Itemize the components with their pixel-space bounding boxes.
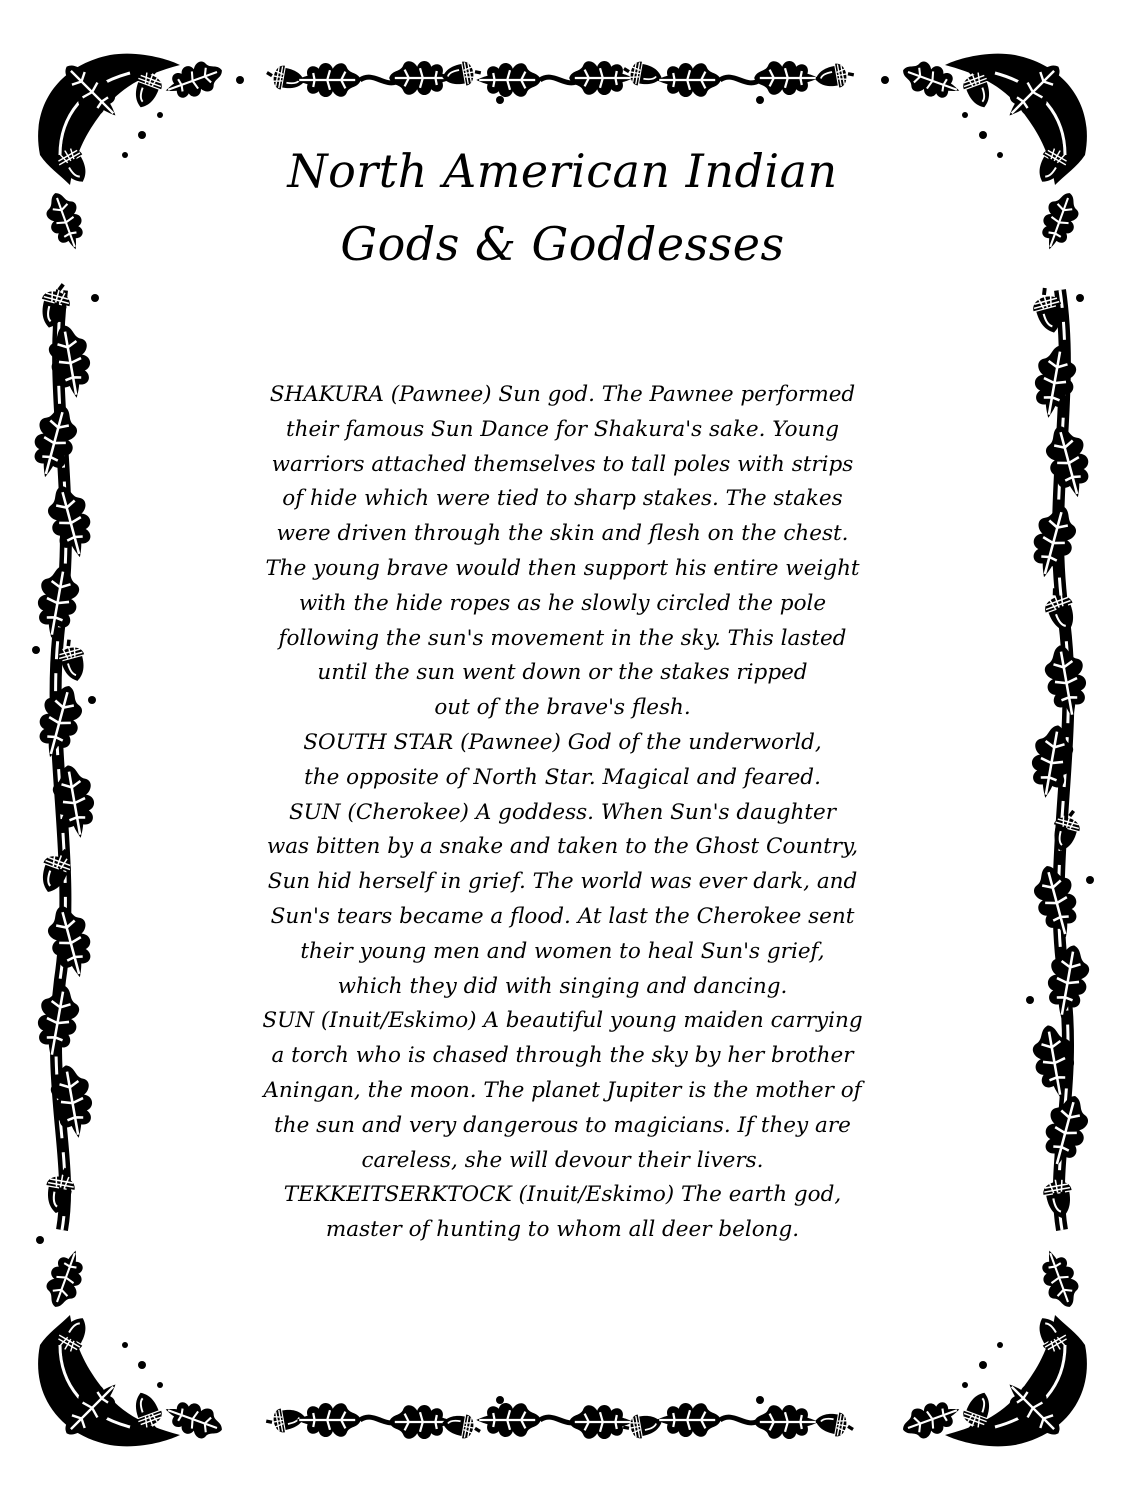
- bottom-border: [38, 1245, 1087, 1446]
- text-line: the opposite of North Star. Magical and feared.: [304, 764, 821, 790]
- text-line: Sun hid herself in grief. The world was ever dark, and: [267, 869, 858, 895]
- text-line: SUN (Cherokee) A goddess. When Sun's daughter: [288, 799, 837, 825]
- text-line: the sun and very dangerous to magicians. If they are: [274, 1112, 851, 1138]
- text-line: of hide which were tied to sharp stakes. The stakes: [282, 486, 843, 512]
- page-title-line-1: North American Indian: [287, 144, 838, 198]
- text-line: following the sun's movement in the sky. This lasted: [278, 625, 847, 651]
- page-title-line-2: Gods & Goddesses: [340, 217, 785, 271]
- text-line: a torch who is chased through the sky by her brother: [271, 1043, 854, 1069]
- text-line: careless, she will devour their livers.: [361, 1147, 764, 1173]
- text-line: their young men and women to heal Sun's grief,: [300, 938, 825, 964]
- text-line: SOUTH STAR (Pawnee) God of the underworld,: [303, 729, 822, 755]
- right-border: [1025, 285, 1096, 1230]
- left-border: [26, 280, 99, 1244]
- text-line: SUN (Inuit/Eskimo) A beautiful young maiden carrying: [262, 1008, 863, 1034]
- text-line: were driven through the skin and flesh on the chest.: [276, 521, 849, 547]
- text-line: Sun's tears became a flood. At last the Cherokee sent: [270, 903, 855, 929]
- text-line: SHAKURA (Pawnee) Sun god. The Pawnee performed: [269, 382, 856, 407]
- text-line: out of the brave's flesh.: [434, 695, 691, 721]
- text-line: until the sun went down or the stakes ripped: [317, 660, 808, 686]
- text-line: master of hunting to whom all deer belong.: [325, 1217, 800, 1243]
- body-text: [190, 378, 935, 1248]
- text-line: was bitten by a snake and taken to the Ghost Country,: [266, 834, 859, 860]
- text-line: TEKKEITSERKTOCK (Inuit/Eskimo) The earth god,: [283, 1182, 842, 1208]
- text-line: The young brave would then support his entire weight: [265, 555, 860, 581]
- text-line: Aningan, the moon. The planet Jupiter is the mother of: [263, 1077, 862, 1103]
- text-line: which they did with singing and dancing.: [337, 973, 788, 999]
- text-line: with the hide ropes as he slowly circled the pole: [298, 590, 827, 616]
- text-line: warriors attached themselves to tall poles with strips: [271, 451, 854, 477]
- text-line: their famous Sun Dance for Shakura's sake. Young: [286, 416, 839, 442]
